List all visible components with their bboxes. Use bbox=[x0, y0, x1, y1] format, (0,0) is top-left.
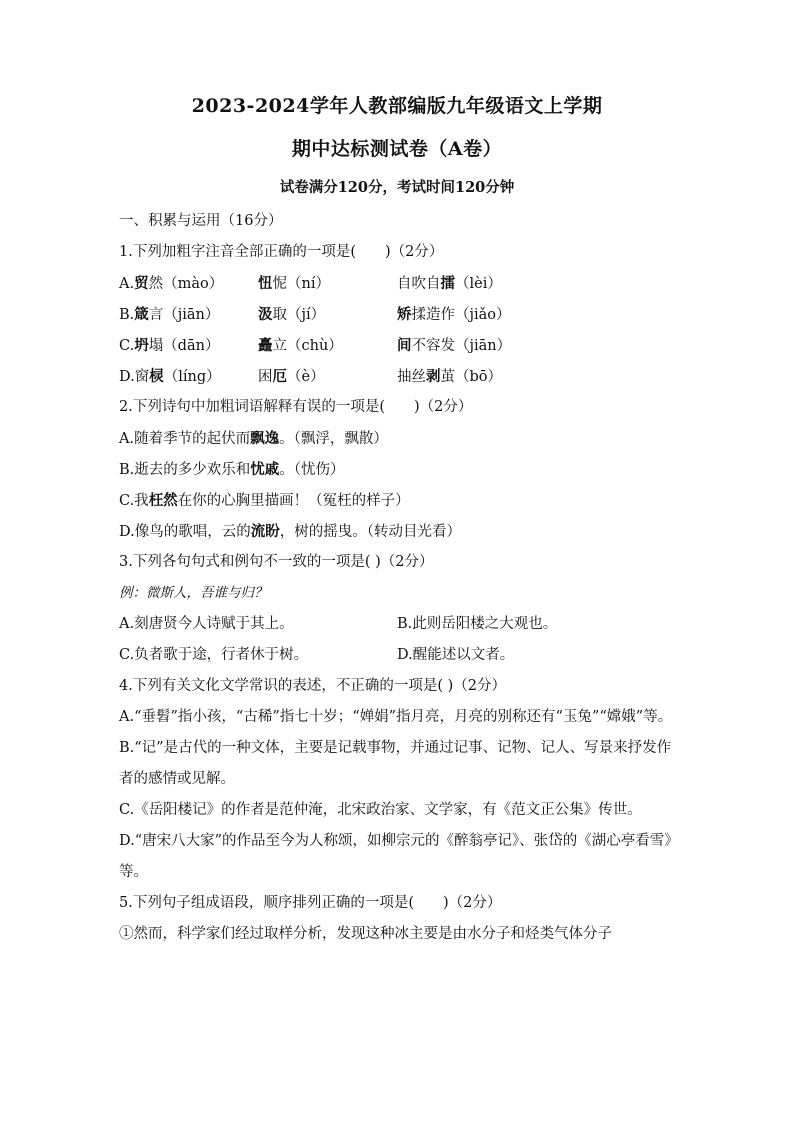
question-3-stem: 3.下列各句句式和例句不一致的一项是( )（2分） bbox=[119, 554, 434, 570]
section-heading: 一、积累与运用（16分） bbox=[119, 213, 283, 229]
question-4-option-b: B.“记”是古代的一种文体，主要是记载事物，并通过记事、记物、记人、写景来抒发作者的感情或见解。 bbox=[119, 740, 672, 787]
question-1-stem: 1.下列加粗字注音全部正确的一项是( )（2分） bbox=[119, 244, 444, 260]
exam-title-line1: 2023-2024学年人教部编版九年级语文上学期 bbox=[191, 95, 603, 117]
question-2-option-d: D.像鸟的歌唱，云的流盼，树的摇曳。（转动目光看） bbox=[119, 523, 461, 540]
question-4-option-a: A.“垂髫”指小孩，“古稀”指七十岁；“婵娟”指月亮，月亮的别称还有“玉兔”“嫦娥”等。 bbox=[119, 709, 673, 725]
question-3-option-b: B.此则岳阳楼之大观也。 bbox=[397, 616, 558, 632]
question-3-example: 例：微斯人，吾谁与归？ bbox=[119, 585, 268, 601]
exam-subtitle: 试卷满分120分，考试时间120分钟 bbox=[279, 179, 515, 196]
question-5-sentence-1: ①然而，科学家们经过取样分析，发现这种冰主要是由水分子和烃类气体分子 bbox=[119, 926, 612, 942]
question-2-option-c: C.我枉然在你的心胸里描画！（冤枉的样子） bbox=[119, 492, 410, 509]
question-4-option-d: D.“唐宋八大家”的作品至今为人称颂，如柳宗元的《醉翁亭记》、张岱的《湖心亭看雪》等。 bbox=[119, 833, 679, 880]
exam-body bbox=[119, 206, 679, 950]
question-3-option-d: D.醒能述以文者。 bbox=[397, 647, 515, 663]
question-5-stem: 5.下列句子组成语段，顺序排列正确的一项是( )（2分） bbox=[119, 895, 502, 911]
question-3-options-row1 bbox=[119, 609, 679, 640]
question-1-option-a: A.贸然（mào） 忸怩（ní） 自吹自擂（lèi） bbox=[119, 275, 502, 292]
exam-title-line2: 期中达标测试卷（A卷） bbox=[291, 138, 503, 160]
question-2-option-a: A.随着季节的起伏而飘逸。（飘浮，飘散） bbox=[119, 430, 388, 447]
question-3-options-row2 bbox=[119, 640, 679, 671]
question-1-option-c: C.坍塌（dān） 矗立（chù） 间不容发（jiān） bbox=[119, 337, 512, 354]
question-1-option-b: B.箴言（jiān） 汲取（jí） 矫揉造作（jiǎo） bbox=[119, 306, 511, 323]
question-3-option-c: C.负者歌于途，行者休于树。 bbox=[119, 647, 309, 663]
question-1-option-d: D.窗棂（líng） 困厄（è） 抽丝剥茧（bō） bbox=[119, 368, 503, 385]
question-2-stem: 2.下列诗句中加粗词语解释有误的一项是( )（2分） bbox=[119, 399, 473, 415]
question-3-option-a: A.刻唐贤今人诗赋于其上。 bbox=[119, 616, 294, 632]
question-4-stem: 4.下列有关文化文学常识的表述，不正确的一项是( )（2分） bbox=[119, 678, 506, 694]
question-2-option-b: B.逝去的多少欢乐和忧戚。（忧伤） bbox=[119, 461, 345, 478]
question-4-option-c: C.《岳阳楼记》的作者是范仲淹，北宋政治家、文学家，有《范文正公集》传世。 bbox=[119, 802, 642, 818]
